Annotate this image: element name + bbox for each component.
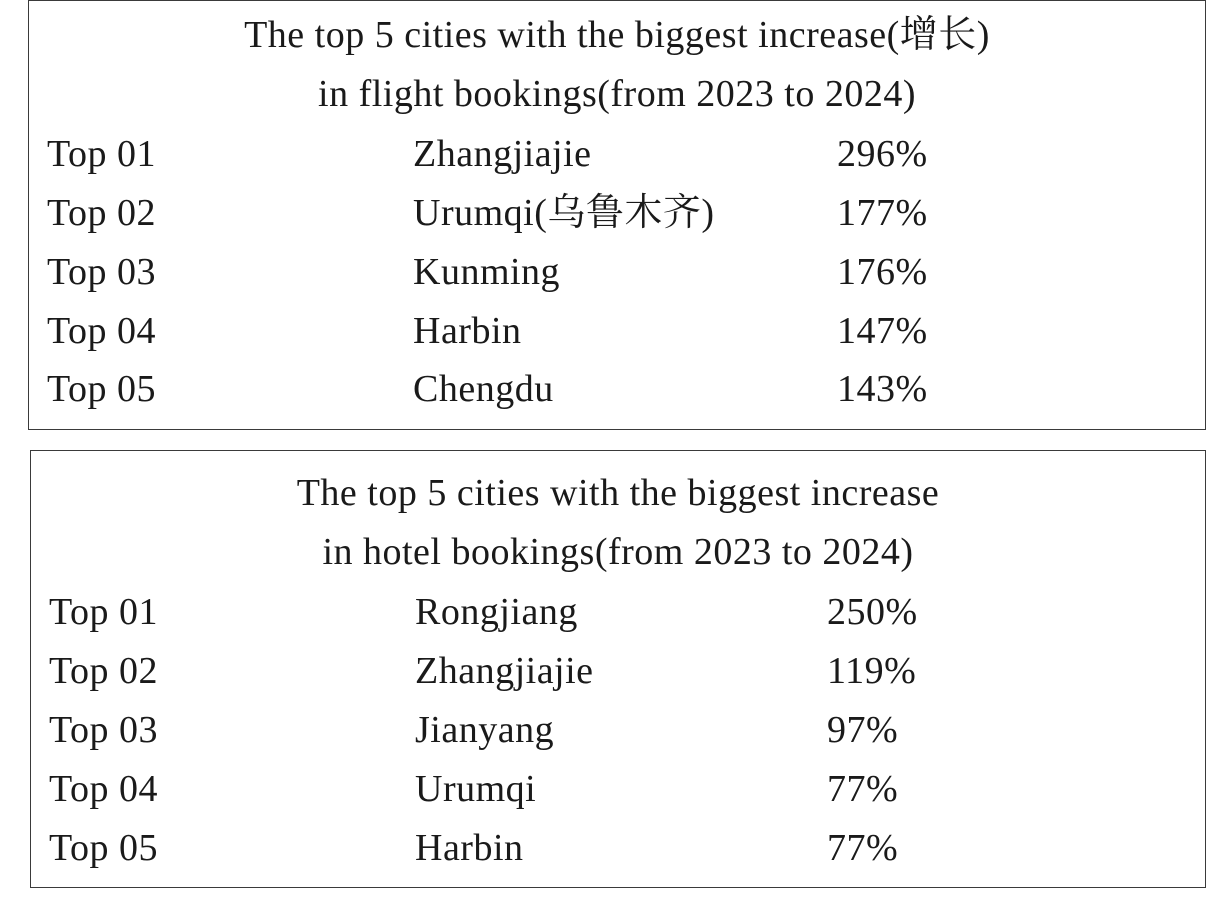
flight-bookings-table <box>28 0 1206 430</box>
city-cell: Kunming <box>413 251 561 293</box>
increase-cell: 296% <box>837 133 928 175</box>
rank-cell: Top 05 <box>47 368 157 410</box>
rank-cell: Top 04 <box>49 768 159 810</box>
increase-cell: 250% <box>827 591 918 633</box>
increase-cell: 177% <box>837 192 928 234</box>
increase-cell: 97% <box>827 709 899 751</box>
city-cell: Jianyang <box>415 709 555 751</box>
table-row <box>31 705 1205 755</box>
rank-cell: Top 03 <box>49 709 159 751</box>
increase-cell: 147% <box>837 310 928 352</box>
city-cell: Urumqi(乌鲁木齐) <box>413 192 715 234</box>
city-cell: Zhangjiajie <box>415 650 594 692</box>
increase-cell: 119% <box>827 650 917 692</box>
city-cell: Chengdu <box>413 368 554 410</box>
rank-cell: Top 02 <box>49 650 159 692</box>
rank-cell: Top 01 <box>49 591 159 633</box>
increase-cell: 176% <box>837 251 928 293</box>
hotel-table-title-line1: The top 5 cities with the biggest increase <box>296 472 940 514</box>
hotel-bookings-table <box>30 450 1206 888</box>
rank-cell: Top 03 <box>47 251 157 293</box>
table-row <box>29 364 1205 414</box>
city-cell: Rongjiang <box>415 591 578 633</box>
rank-cell: Top 02 <box>47 192 157 234</box>
table-row <box>31 587 1205 637</box>
table-row <box>31 823 1205 873</box>
city-cell: Harbin <box>415 827 524 869</box>
table-row <box>29 306 1205 356</box>
table-row <box>29 129 1205 179</box>
flight-table-title-line2: in flight bookings(from 2023 to 2024) <box>318 73 916 115</box>
table-row <box>29 188 1205 238</box>
rank-cell: Top 04 <box>47 310 157 352</box>
hotel-table-title-line2: in hotel bookings(from 2023 to 2024) <box>322 531 914 573</box>
flight-table-title-line1: The top 5 cities with the biggest increase(增长) <box>244 14 990 56</box>
rank-cell: Top 05 <box>49 827 159 869</box>
city-cell: Harbin <box>413 310 522 352</box>
table-row <box>31 764 1205 814</box>
table-row <box>31 646 1205 696</box>
increase-cell: 143% <box>837 368 928 410</box>
table-row <box>29 247 1205 297</box>
rank-cell: Top 01 <box>47 133 157 175</box>
increase-cell: 77% <box>827 827 899 869</box>
increase-cell: 77% <box>827 768 899 810</box>
city-cell: Urumqi <box>415 768 537 810</box>
city-cell: Zhangjiajie <box>413 133 592 175</box>
